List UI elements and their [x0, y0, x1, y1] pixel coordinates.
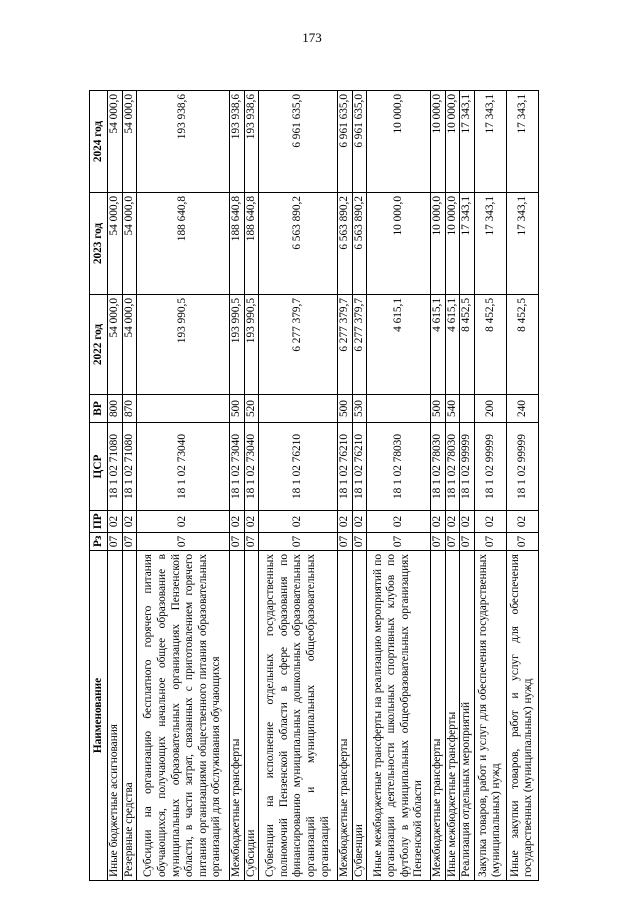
cell-name: Закупка товаров, работ и услуг для обеспечения государственных (муниципальных) нужд	[474, 551, 506, 881]
cell-pr: 02	[338, 511, 353, 533]
cell-name: Иные межбюджетные трансферты на реализацию мероприятий по организации деятельности школьных спортивных клубов по футболу в муниципальных общеобразовательных организациях Пензенской области	[367, 551, 431, 881]
cell-rz: 07	[367, 533, 431, 551]
cell-2022: 8 452,5	[474, 295, 506, 395]
cell-2022: 4 615,1	[445, 295, 460, 395]
cell-pr: 02	[108, 511, 123, 533]
cell-rz: 07	[137, 533, 230, 551]
cell-rz: 07	[108, 533, 123, 551]
cell-pr: 02	[244, 511, 259, 533]
cell-csr: 18 1 02 99999	[474, 423, 506, 511]
cell-2024: 6 961 635,0	[338, 91, 353, 193]
table-body	[108, 91, 539, 881]
cell-2023: 188 640,8	[244, 193, 259, 295]
cell-2024: 17 343,1	[460, 91, 475, 193]
cell-2022: 193 990,5	[137, 295, 230, 395]
table-row	[431, 91, 446, 881]
table-row	[352, 91, 367, 881]
cell-name: Субсидии	[244, 551, 259, 881]
cell-pr: 02	[122, 511, 137, 533]
cell-2022: 8 452,5	[506, 295, 538, 395]
cell-2022: 8 452,5	[460, 295, 475, 395]
cell-name: Резервные средства	[122, 551, 137, 881]
cell-csr: 18 1 02 78030	[445, 423, 460, 511]
cell-2023: 17 343,1	[474, 193, 506, 295]
cell-name: Межбюджетные трансферты	[431, 551, 446, 881]
cell-vr: 520	[244, 395, 259, 423]
cell-2022: 4 615,1	[367, 295, 431, 395]
cell-2022: 193 990,5	[230, 295, 245, 395]
cell-2022: 54 000,0	[108, 295, 123, 395]
table-row	[122, 91, 137, 881]
cell-2023: 6 563 890,2	[338, 193, 353, 295]
cell-csr: 18 1 02 73040	[230, 423, 245, 511]
cell-rz: 07	[122, 533, 137, 551]
cell-rz: 07	[244, 533, 259, 551]
table-row	[230, 91, 245, 881]
cell-rz: 07	[259, 533, 338, 551]
cell-2024: 6 961 635,0	[352, 91, 367, 193]
cell-name: Субвенции на исполнение отдельных государственных полномочий Пензенской области в сфере образования по финансированию муниципальных дошкольных образовательных организаций и муниципальных общеобразовательных организаций	[259, 551, 338, 881]
cell-csr: 18 1 02 99999	[460, 423, 475, 511]
table-row	[474, 91, 506, 881]
cell-name: Иные межбюджетные трансферты	[445, 551, 460, 881]
cell-2022: 54 000,0	[122, 295, 137, 395]
cell-vr: 240	[506, 395, 538, 423]
cell-csr: 18 1 02 73040	[244, 423, 259, 511]
header-2024: 2024 год	[90, 91, 108, 193]
cell-2022: 4 615,1	[431, 295, 446, 395]
header-2023: 2023 год	[90, 193, 108, 295]
cell-rz: 07	[506, 533, 538, 551]
cell-name: Субсидии на организацию бесплатного горячего питания обучающихся, получающих начальное общее образование в муниципальных образовательных организациях Пензенской области, в части затрат, связанных с приготовлением горячего питания организациями общественного питания образовательных организаций для обслуживания обучающихся	[137, 551, 230, 881]
cell-pr: 02	[445, 511, 460, 533]
table-row	[445, 91, 460, 881]
cell-2024: 54 000,0	[122, 91, 137, 193]
cell-pr: 02	[506, 511, 538, 533]
cell-name: Межбюджетные трансферты	[338, 551, 353, 881]
cell-pr: 02	[259, 511, 338, 533]
cell-vr: 540	[445, 395, 460, 423]
cell-csr: 18 1 02 71080	[122, 423, 137, 511]
cell-2023: 54 000,0	[122, 193, 137, 295]
cell-2024: 193 938,6	[230, 91, 245, 193]
table-row	[460, 91, 475, 881]
cell-2023: 6 563 890,2	[352, 193, 367, 295]
cell-vr	[137, 395, 230, 423]
cell-vr: 800	[108, 395, 123, 423]
cell-2024: 54 000,0	[108, 91, 123, 193]
cell-2024: 193 938,6	[137, 91, 230, 193]
cell-vr	[259, 395, 338, 423]
cell-2024: 193 938,6	[244, 91, 259, 193]
cell-csr: 18 1 02 71080	[108, 423, 123, 511]
cell-vr: 500	[338, 395, 353, 423]
table-row	[367, 91, 431, 881]
cell-pr: 02	[460, 511, 475, 533]
cell-2022: 6 277 379,7	[259, 295, 338, 395]
cell-vr	[367, 395, 431, 423]
cell-csr: 18 1 02 73040	[137, 423, 230, 511]
cell-rz: 07	[431, 533, 446, 551]
table-header-row	[90, 91, 108, 881]
header-rz: Рз	[90, 533, 108, 551]
cell-vr: 870	[122, 395, 137, 423]
cell-2022: 6 277 379,7	[338, 295, 353, 395]
cell-vr: 530	[352, 395, 367, 423]
cell-2023: 10 000,0	[445, 193, 460, 295]
cell-2024: 10 000,0	[445, 91, 460, 193]
table-row	[259, 91, 338, 881]
cell-vr: 500	[230, 395, 245, 423]
cell-2023: 17 343,1	[460, 193, 475, 295]
cell-2023: 10 000,0	[431, 193, 446, 295]
header-name: Наименование	[90, 551, 108, 881]
cell-2022: 193 990,5	[244, 295, 259, 395]
cell-2023: 188 640,8	[137, 193, 230, 295]
cell-vr: 500	[431, 395, 446, 423]
cell-2023: 188 640,8	[230, 193, 245, 295]
header-vr: ВР	[90, 395, 108, 423]
cell-pr: 02	[474, 511, 506, 533]
cell-vr	[460, 395, 475, 423]
cell-pr: 02	[367, 511, 431, 533]
cell-csr: 18 1 02 76210	[338, 423, 353, 511]
cell-pr: 02	[137, 511, 230, 533]
table-row	[506, 91, 538, 881]
cell-2024: 6 961 635,0	[259, 91, 338, 193]
table-row	[137, 91, 230, 881]
header-pr: ПР	[90, 511, 108, 533]
table-row	[338, 91, 353, 881]
cell-2024: 17 343,1	[506, 91, 538, 193]
cell-rz: 07	[230, 533, 245, 551]
cell-pr: 02	[352, 511, 367, 533]
cell-2023: 17 343,1	[506, 193, 538, 295]
cell-2023: 6 563 890,2	[259, 193, 338, 295]
header-csr: ЦСР	[90, 423, 108, 511]
cell-2024: 10 000,0	[367, 91, 431, 193]
cell-2023: 54 000,0	[108, 193, 123, 295]
cell-name: Реализация отдельных мероприятий	[460, 551, 475, 881]
cell-csr: 18 1 02 78030	[367, 423, 431, 511]
cell-csr: 18 1 02 78030	[431, 423, 446, 511]
cell-rz: 07	[445, 533, 460, 551]
table-row	[244, 91, 259, 881]
cell-2022: 6 277 379,7	[352, 295, 367, 395]
budget-table	[89, 90, 539, 881]
cell-pr: 02	[431, 511, 446, 533]
cell-rz: 07	[352, 533, 367, 551]
cell-vr: 200	[474, 395, 506, 423]
rotated-table-wrapper	[89, 91, 535, 881]
page-number: 173	[302, 30, 322, 45]
cell-2024: 10 000,0	[431, 91, 446, 193]
cell-2023: 10 000,0	[367, 193, 431, 295]
cell-csr: 18 1 02 76210	[259, 423, 338, 511]
cell-csr: 18 1 02 99999	[506, 423, 538, 511]
header-2022: 2022 год	[90, 295, 108, 395]
cell-name: Межбюджетные трансферты	[230, 551, 245, 881]
cell-rz: 07	[460, 533, 475, 551]
table-row	[108, 91, 123, 881]
cell-name: Субвенции	[352, 551, 367, 881]
cell-rz: 07	[338, 533, 353, 551]
cell-csr: 18 1 02 76210	[352, 423, 367, 511]
cell-name: Иные закупки товаров, работ и услуг для обеспечения государственных (муниципальных) нужд	[506, 551, 538, 881]
cell-rz: 07	[474, 533, 506, 551]
cell-pr: 02	[230, 511, 245, 533]
cell-2024: 17 343,1	[474, 91, 506, 193]
cell-name: Иные бюджетные ассигнования	[108, 551, 123, 881]
